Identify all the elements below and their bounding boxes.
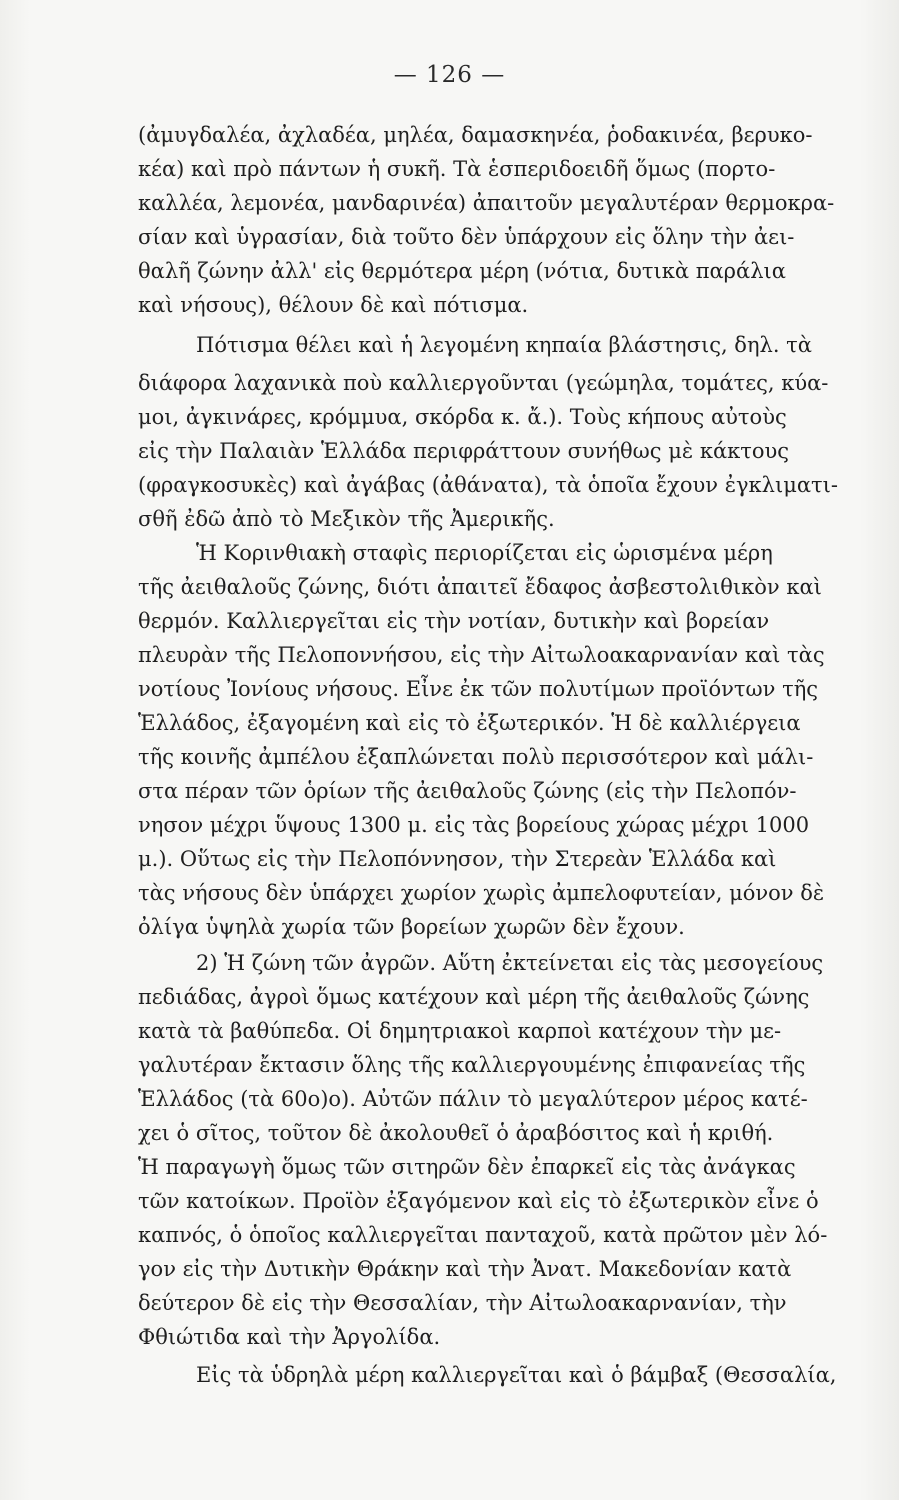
- text-line: Ἑλλάδος, ἐξαγομένη καὶ εἰς τὸ ἐξωτερικόν. Ἡ δὲ καλλιέργεια: [138, 711, 801, 735]
- text-line: εἰς τὴν Παλαιὰν Ἑλλάδα περιφράττουν συνήθως μὲ κάκτους: [138, 439, 790, 463]
- text-line: (ἀμυγδαλέα, ἀχλαδέα, μηλέα, δαμασκηνέα, ῥοδακινέα, βερυκο-: [138, 123, 813, 147]
- text-line: μοι, ἀγκινάρες, κρόμμυα, σκόρδα κ. ἄ.). Τοὺς κήπους αὐτοὺς: [138, 405, 787, 429]
- text-line: καὶ νήσους), θέλουν δὲ καὶ πότισμα.: [138, 293, 529, 317]
- text-line: γαλυτέραν ἔκτασιν ὅλης τῆς καλλιεργουμένης ἐπιφανείας τῆς: [138, 1053, 806, 1077]
- text-line: σίαν καὶ ὑγρασίαν, διὰ τοῦτο δὲν ὑπάρχουν εἰς ὅλην τὴν ἀει-: [138, 225, 795, 249]
- text-line: θαλῆ ζώνην ἀλλ' εἰς θερμότερα μέρη (νότια, δυτικὰ παράλια: [138, 259, 786, 283]
- paragraph-start-line: Ἡ Κορινθιακὴ σταφὶς περιορίζεται εἰς ὡρισμένα μέρη: [196, 541, 773, 565]
- text-line: πλευρὰν τῆς Πελοποννήσου, εἰς τὴν Αἰτωλοακαρνανίαν καὶ τὰς: [138, 643, 825, 667]
- text-line: σθῆ ἐδῶ ἀπὸ τὸ Μεξικὸν τῆς Ἀμερικῆς.: [138, 507, 555, 531]
- text-line: (φραγκοσυκὲς) καὶ ἀγάβας (ἀθάνατα), τὰ ὁποῖα ἔχουν ἐγκλιματι-: [138, 473, 839, 497]
- paragraph-start-line: Εἰς τὰ ὑδρηλὰ μέρη καλλιεργεῖται καὶ ὁ βάμβαξ (Θεσσαλία,: [196, 1363, 837, 1387]
- text-line: θερμόν. Καλλιεργεῖται εἰς τὴν νοτίαν, δυτικὴν καὶ βορείαν: [138, 609, 770, 633]
- text-line: τῶν κατοίκων. Προϊὸν ἐξαγόμενον καὶ εἰς τὸ ἐξωτερικὸν εἶνε ὁ: [138, 1189, 819, 1213]
- paragraph-start-line: Πότισμα θέλει καὶ ἡ λεγομένη κηπαία βλάστησις, δηλ. τὰ: [196, 333, 812, 357]
- text-line: Φθιώτιδα καὶ τὴν Ἀργολίδα.: [138, 1325, 441, 1349]
- text-line: διάφορα λαχανικὰ ποὺ καλλιεργοῦνται (γεώμηλα, τομάτες, κύα-: [138, 371, 829, 395]
- text-line: τῆς κοινῆς ἀμπέλου ἐξαπλώνεται πολὺ περισσότερον καὶ μάλι-: [138, 745, 814, 769]
- text-line: χει ὁ σῖτος, τοῦτον δὲ ἀκολουθεῖ ὁ ἀραβόσιτος καὶ ἡ κριθή.: [138, 1121, 774, 1145]
- page-number: — 126 —: [393, 62, 506, 88]
- paragraph-start-line: 2) Ἡ ζώνη τῶν ἀγρῶν. Αὕτη ἐκτείνεται εἰς τὰς μεσογείους: [196, 951, 824, 975]
- text-line: νοτίους Ἰονίους νήσους. Εἶνε ἐκ τῶν πολυτίμων προϊόντων τῆς: [138, 677, 819, 701]
- text-line: τὰς νήσους δὲν ὑπάρχει χωρίον χωρὶς ἀμπελοφυτείαν, μόνον δὲ: [138, 881, 825, 905]
- text-line: δεύτερον δὲ εἰς τὴν Θεσσαλίαν, τὴν Αἰτωλοακαρνανίαν, τὴν: [138, 1291, 787, 1315]
- text-line: ὀλίγα ὑψηλὰ χωρία τῶν βορείων χωρῶν δὲν ἔχουν.: [138, 915, 685, 939]
- text-line: Ἑλλάδος (τὰ 60ο)ο). Αὐτῶν πάλιν τὸ μεγαλύτερον μέρος κατέ-: [138, 1087, 808, 1111]
- text-line: κατὰ τὰ βαθύπεδα. Οἱ δημητριακοὶ καρποὶ κατέχουν τὴν με-: [138, 1019, 782, 1043]
- text-line: καπνός, ὁ ὁποῖος καλλιεργεῖται πανταχοῦ, κατὰ πρῶτον μὲν λό-: [138, 1223, 828, 1247]
- text-line: πεδιάδας, ἀγροὶ ὅμως κατέχουν καὶ μέρη τῆς ἀειθαλοῦς ζώνης: [138, 985, 810, 1009]
- text-line: Ἡ παραγωγὴ ὅμως τῶν σιτηρῶν δὲν ἐπαρκεῖ εἰς τὰς ἀνάγκας: [138, 1155, 796, 1179]
- text-line: νησον μέχρι ὕψους 1300 μ. εἰς τὰς βορείους χώρας μέχρι 1000: [138, 813, 810, 837]
- text-line: καλλέα, λεμονέα, μανδαρινέα) ἀπαιτοῦν μεγαλυτέραν θερμοκρα-: [138, 191, 835, 215]
- text-line: γον εἰς τὴν Δυτικὴν Θράκην καὶ τὴν Ἀνατ. Μακεδονίαν κατὰ: [138, 1257, 792, 1281]
- text-line: στα πέραν τῶν ὁρίων τῆς ἀειθαλοῦς ζώνης (εἰς τὴν Πελοπόν-: [138, 779, 797, 803]
- text-line: τῆς ἀειθαλοῦς ζώνης, διότι ἀπαιτεῖ ἔδαφος ἀσβεστολιθικὸν καὶ: [138, 575, 822, 599]
- text-line: κέα) καὶ πρὸ πάντων ἡ συκῆ. Τὰ ἑσπεριδοειδῆ ὅμως (πορτο-: [138, 157, 776, 181]
- text-line: μ.). Οὕτως εἰς τὴν Πελοπόννησον, τὴν Στερεὰν Ἑλλάδα καὶ: [138, 847, 777, 871]
